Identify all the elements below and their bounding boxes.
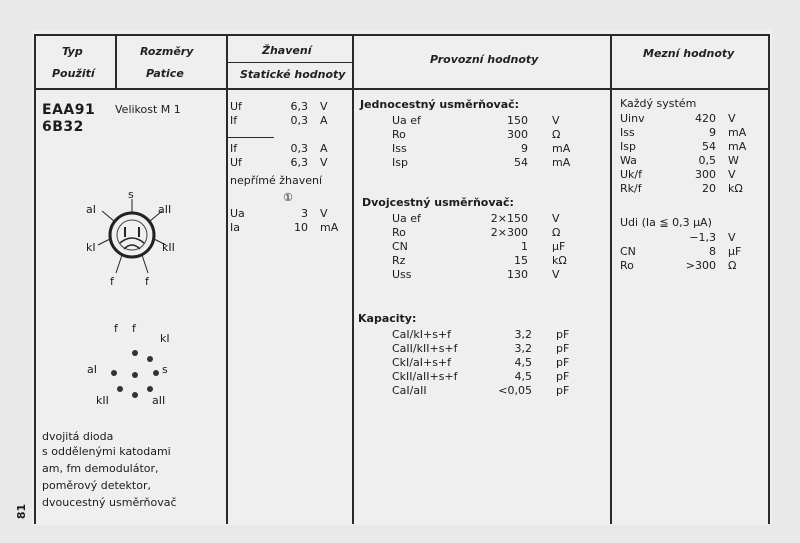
description-line-4: poměrový detektor, (42, 479, 151, 492)
pin-label-s: s (128, 188, 134, 201)
table-row: Uss 130 V (392, 268, 560, 281)
pin-label-a2: aII (158, 203, 172, 216)
zhaveni-divider (228, 62, 352, 63)
pin-label-f2: f (145, 275, 149, 288)
description-line-1: dvojitá dioda (42, 430, 114, 443)
section-single-rectifier: Jednocestný usměrňovač: (360, 98, 520, 111)
header-rozmery: Rozměry (140, 45, 194, 58)
limit-udi-label: Udi (Ia ≦ 0,3 μA) (620, 216, 712, 229)
header-mezni: Mezní hodnoty (643, 47, 735, 60)
table-row: CN 8 μF (620, 245, 742, 258)
table-row: Uinv 420 V (620, 112, 736, 125)
table-row: CkII/aII+s+f 4,5 pF (392, 370, 570, 383)
description-line-2: s oddělenými katodami (42, 445, 171, 458)
table-row: Uk/f 300 V (620, 168, 736, 181)
tube-type-eaa91: EAA91 (42, 102, 96, 118)
pin-label-k2: kII (162, 241, 175, 254)
indirect-heating-note: nepřímé žhavení (230, 174, 323, 187)
header-pouziti: Použití (52, 67, 95, 80)
tube-size: Velikost M 1 (115, 103, 181, 116)
table-row: Ua ef 2×150 V (392, 212, 560, 225)
socket-label-a1: aI (87, 363, 97, 376)
socket-label-k2: kII (96, 394, 109, 407)
table-row: Ia 10 mA (230, 221, 339, 234)
table-row: Ua 3 V (230, 207, 328, 220)
socket-label-s: s (162, 363, 168, 376)
socket-label-a2: aII (152, 394, 166, 407)
capacitance-table (392, 328, 569, 398)
table-row: CN 1 μF (392, 240, 566, 253)
table-row (230, 128, 328, 142)
limits-table-2 (620, 231, 741, 273)
table-row: Iss 9 mA (392, 142, 571, 155)
header-typ: Typ (62, 45, 83, 58)
table-row: Rk/f 20 kΩ (620, 182, 743, 195)
table-row: Ro 2×300 Ω (392, 226, 561, 239)
table-row: CkI/aI+s+f 4,5 pF (392, 356, 570, 369)
single-rectifier-table (392, 114, 570, 170)
tube-type-6b32: 6B32 (42, 119, 84, 135)
header-staticke: Statické hodnoty (240, 68, 346, 81)
table-row: If 0,3 A (230, 114, 328, 127)
table-row: Rz 15 kΩ (392, 254, 567, 267)
description-line-5: dvoucestný usměrňovač (42, 496, 177, 509)
table-row: Isp 54 mA (620, 140, 747, 153)
col-divider-1 (115, 34, 117, 89)
section-capacitances: Kapacity: (358, 312, 417, 325)
table-row: Iss 9 mA (620, 126, 747, 139)
table-row: Ro >300 Ω (620, 259, 737, 272)
table-row: Wa 0,5 W (620, 154, 739, 167)
table-row: CaI/kI+s+f 3,2 pF (392, 328, 570, 341)
socket-label-f2: f (132, 322, 136, 335)
col-divider-3 (352, 34, 354, 524)
table-row: Isp 54 mA (392, 156, 571, 169)
pin-label-a1: aI (86, 203, 96, 216)
header-patice: Patice (146, 67, 184, 80)
col-divider-4 (610, 34, 612, 524)
page-number: 81 (15, 503, 29, 520)
table-row: Uf 6,3 V (230, 100, 328, 113)
table-row: CaI/aII <0,05 pF (392, 384, 570, 397)
table-row: Uf 6,3 V (230, 156, 328, 169)
section-double-rectifier: Dvojcestný usměrňovač: (362, 196, 514, 209)
socket-label-k1: kI (160, 332, 170, 345)
table-top-border (34, 34, 770, 36)
description-line-3: am, fm demodulátor, (42, 462, 159, 475)
table-row: −1,3 V (689, 231, 736, 244)
col-divider-2 (226, 34, 228, 524)
left-border (34, 34, 36, 524)
limits-each-system: Každý systém (620, 97, 697, 110)
footnote-mark: ① (283, 191, 293, 204)
heating-table (230, 100, 328, 170)
pin-label-f1: f (110, 275, 114, 288)
static-table (230, 207, 338, 235)
table-row: Ua ef 150 V (392, 114, 560, 127)
header-bottom-border (34, 88, 770, 90)
table-row: Ro 300 Ω (392, 128, 561, 141)
header-zhaveni: Žhavení (262, 44, 312, 57)
double-rectifier-table (392, 212, 567, 282)
socket-label-f1: f (114, 322, 118, 335)
table-row: CaII/kII+s+f 3,2 pF (392, 342, 570, 355)
right-border (768, 34, 770, 524)
table-row: If 0,3 A (230, 142, 328, 155)
pin-label-k1: kI (86, 241, 96, 254)
limits-table-1 (620, 112, 746, 196)
header-provozni: Provozní hodnoty (430, 53, 539, 66)
